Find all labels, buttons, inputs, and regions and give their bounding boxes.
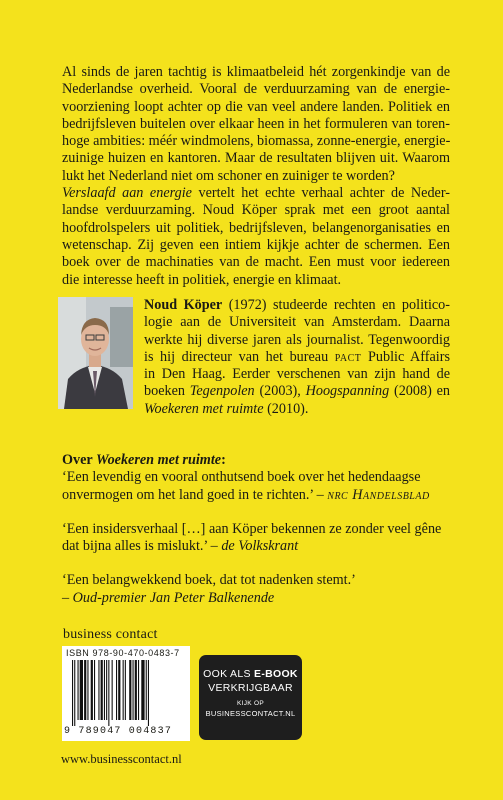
quote-line	[62, 487, 462, 504]
blurb-line: hoge ambities: méér windmolens, biomassa, zonne-energie, energie-	[62, 133, 451, 150]
bio-line	[144, 401, 450, 418]
blurb-text: vertelt het echte verhaal achter de Neder-	[191, 185, 450, 202]
author-photo	[58, 297, 133, 409]
quote-source: nrc Handelsblad	[327, 486, 430, 503]
blurb-line: Al sinds de jaren tachtig is klimaatbeleid hét zorgenkindje van de	[62, 64, 450, 80]
publisher-website: www.businesscontact.nl	[61, 752, 182, 766]
ebook-line3: KIJK OP	[236, 700, 265, 707]
blurb-line: boek over de machinaties van de macht. Een must voor iedereen	[62, 254, 450, 271]
bio-text: (2010).	[263, 400, 309, 417]
review-quote	[62, 521, 462, 556]
ebook-line2: VERKRIJGBAAR	[208, 682, 293, 694]
isbn-number: ISBN 978-90-470-0483-7	[66, 648, 180, 658]
quote-source: de Volkskrant	[221, 538, 299, 555]
quote-text: onvermogen om het land goed in te richten.’ –	[62, 486, 328, 503]
bio-text: (2008) en	[389, 383, 450, 400]
isbn-barcode	[62, 646, 190, 741]
reviews-heading-block	[62, 452, 462, 469]
bio-line: in Den Haag. Eerder verschenen van zijn hand de	[144, 366, 450, 383]
blurb-line: voorziening loopt achter op die van veel andere landen. Politiek en	[62, 98, 450, 115]
bio-text: (2003),	[254, 383, 306, 400]
book-title: Verslaafd aan energie	[62, 185, 192, 202]
blurb-line: zuinige huizen en kantoren. Maar de resultaten blijven uit. Waarom	[62, 150, 450, 167]
blurb-line: Nederlandse overheid. Vooral de verduurzaming van de energie-	[62, 81, 450, 98]
quote-line: ‘Een belangwekkend boek, dat tot nadenken stemt.’	[62, 572, 356, 589]
blurb-line-with-title	[62, 185, 450, 202]
quote-line	[62, 538, 462, 555]
blurb-line: hoofdrolspelers uit politiek, bedrijfsleven, belangenorganisaties en	[62, 219, 450, 236]
author-bio	[144, 297, 450, 418]
bio-line: logie aan de Universiteit van Amsterdam. Daarna	[144, 314, 450, 331]
quote-text: dat bijna alles is mislukt.’ –	[62, 538, 222, 555]
reviews-heading	[62, 452, 462, 469]
publisher-name: business contact	[63, 627, 158, 642]
bio-line: werkte hij diverse jaren als journalist. Tegenwoordig	[144, 331, 450, 348]
author-name: Noud Köper	[144, 297, 223, 313]
bio-text: (1972) studeerde rechten en politico-	[222, 297, 451, 313]
book-title: Hoogspanning	[305, 383, 390, 400]
book-title: Woekeren met ruimte	[96, 452, 222, 468]
review-quote	[62, 572, 462, 607]
bio-text: boeken	[144, 383, 190, 400]
blurb-line: landse verduurzaming. Noud Köper sprak met een groot aantal	[62, 202, 450, 219]
bio-text: is hij directeur van het bureau	[144, 348, 335, 365]
heading-prefix: Over	[62, 452, 97, 468]
barcode-icon	[66, 660, 186, 726]
company-name: pact	[334, 348, 362, 365]
bio-line	[144, 297, 450, 314]
review-quote	[62, 469, 462, 504]
back-cover-blurb	[62, 64, 450, 289]
blurb-line: lukt het Nederland niet om schoner en zuiniger te worden?	[62, 167, 395, 184]
book-title: Tegenpolen	[189, 383, 255, 400]
reviews-section	[62, 452, 462, 624]
blurb-line: bedrijfsleven buitelen over elkaar heen in het formuleren van toren-	[62, 115, 450, 132]
ebook-line1: OOK ALS E-BOOK	[203, 668, 298, 680]
bio-line	[144, 383, 450, 400]
book-title: Woekeren met ruimte	[144, 400, 264, 417]
quote-line: ‘Een insidersverhaal […] aan Köper bekennen ze zonder veel gêne	[62, 520, 442, 537]
ebook-badge	[199, 655, 302, 740]
quote-line: ‘Een levendig en vooral onthutsend boek over het hedendaagse	[62, 469, 421, 486]
heading-suffix: :	[221, 452, 226, 468]
bio-text: Public Affairs	[361, 348, 450, 365]
bio-line	[144, 349, 450, 366]
quote-source: – Oud-premier Jan Peter Balkenende	[62, 589, 275, 606]
ebook-line4: BUSINESSCONTACT.NL	[205, 709, 296, 718]
blurb-line: wetenschap. Zij geven een intiem kijkje achter de schermen. Een	[62, 236, 450, 253]
ean-number: 9 789047 004837	[64, 726, 173, 737]
blurb-line: die interesse heeft in politiek, energie en klimaat.	[62, 271, 342, 288]
